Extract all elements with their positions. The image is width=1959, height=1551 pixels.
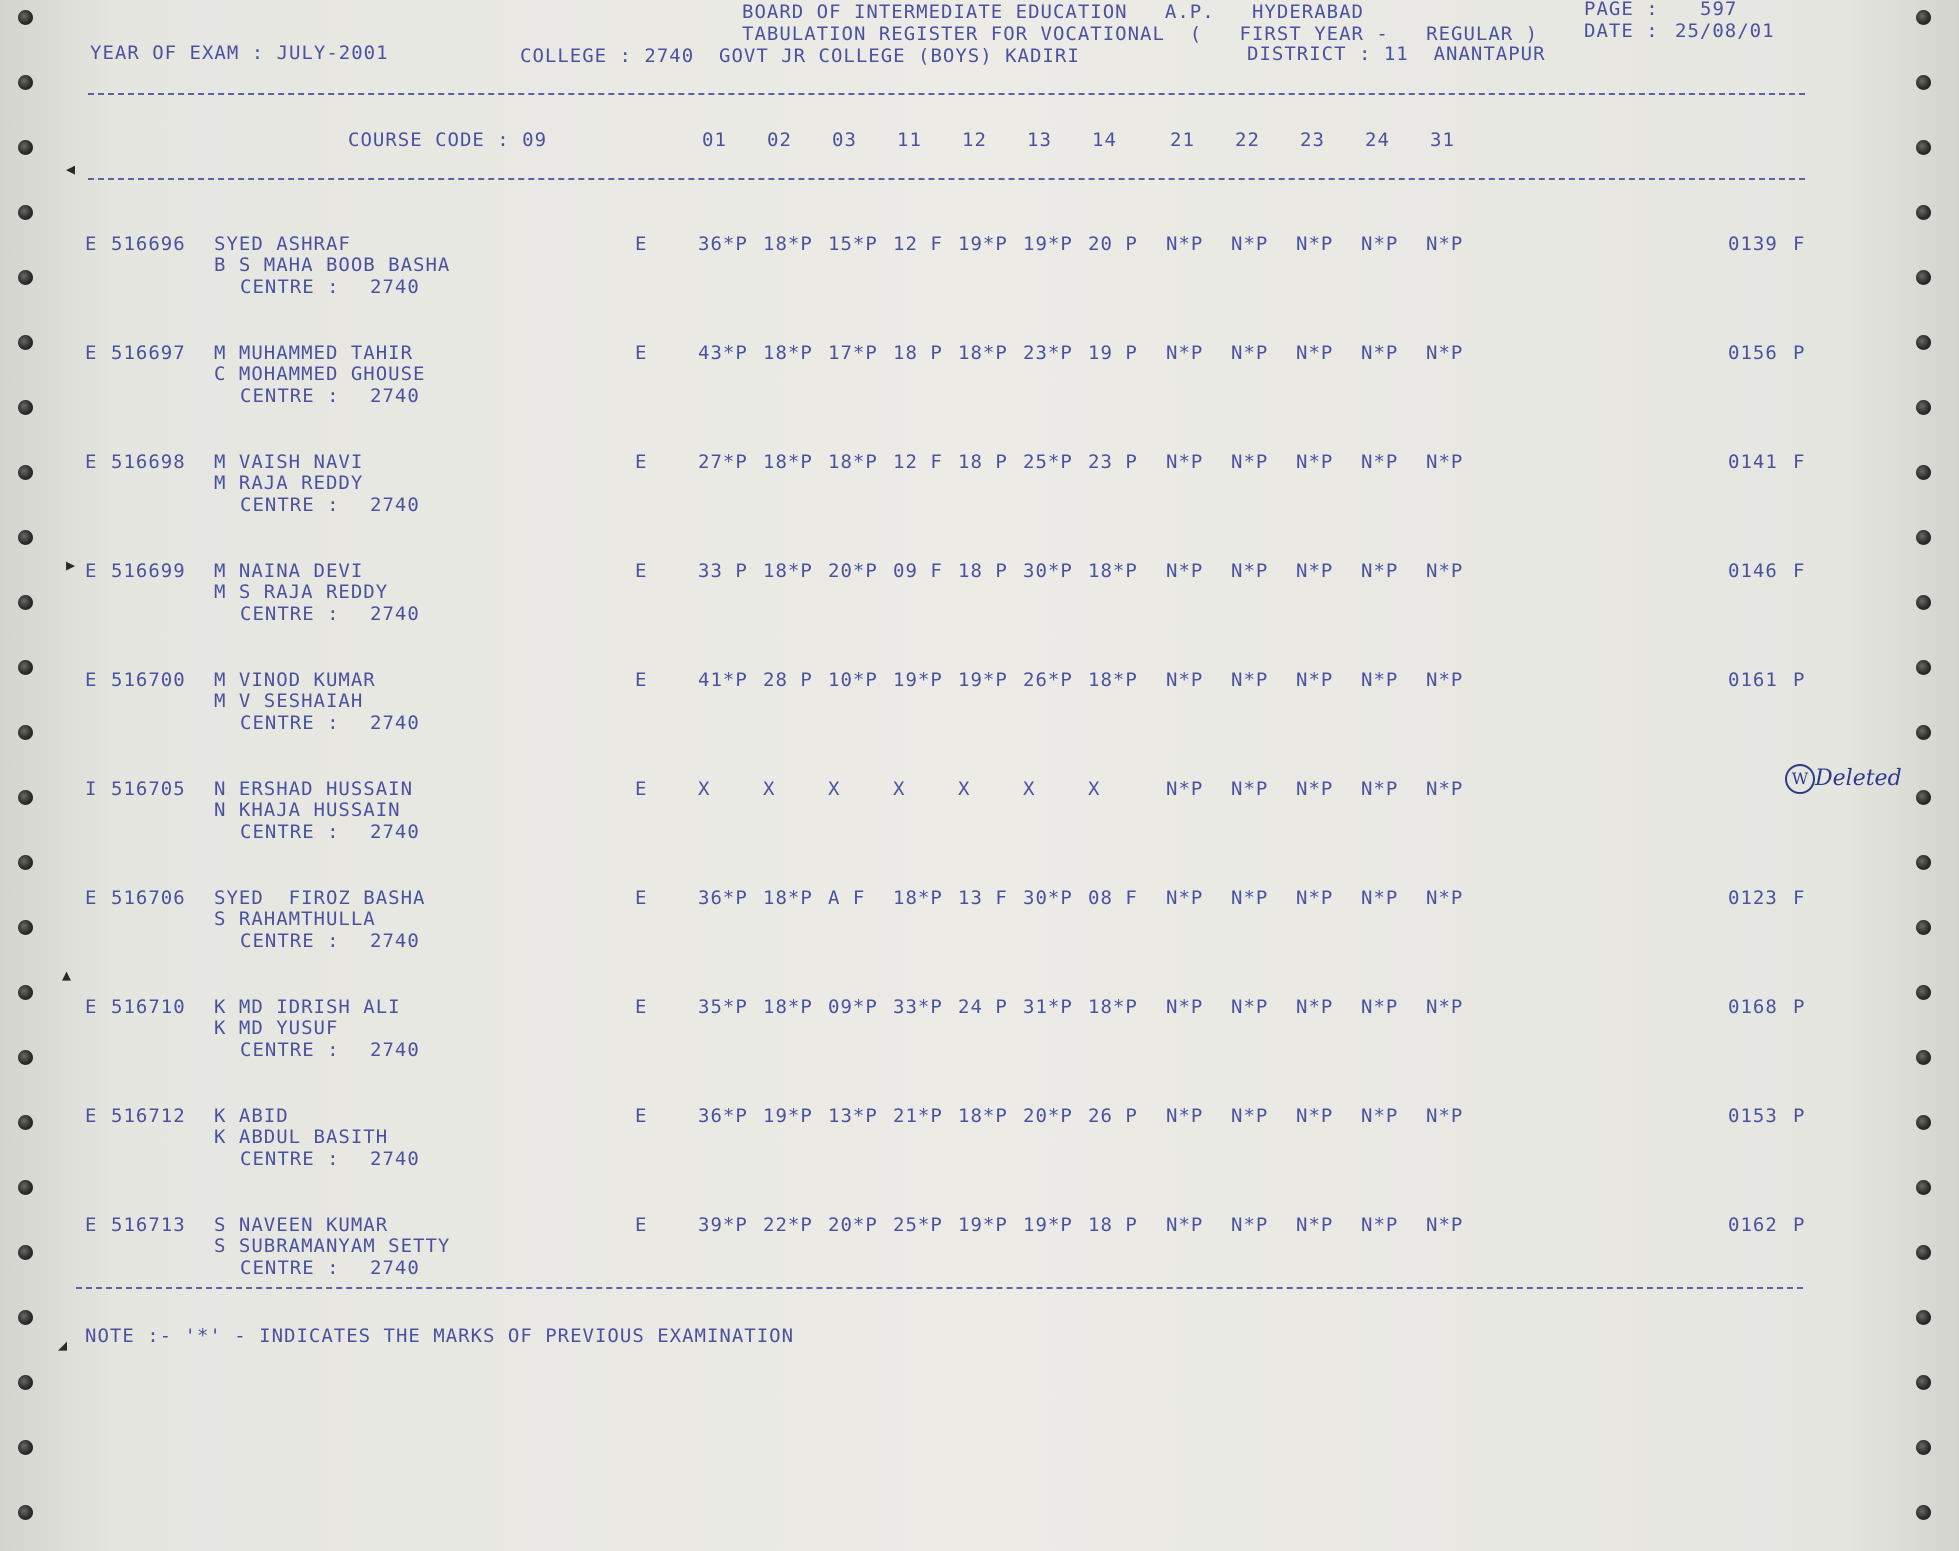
subject-mark: N*P xyxy=(1361,778,1399,800)
handwritten-deleted-annotation: W Deleted xyxy=(1785,764,1902,794)
medium: E xyxy=(635,1214,648,1236)
roll-number: 516697 xyxy=(111,342,186,364)
subject-mark: N*P xyxy=(1166,778,1204,800)
candidate-name: M VAISH NAVI xyxy=(214,451,364,473)
subject-mark: 43*P xyxy=(698,342,748,364)
subject-mark: 19 P xyxy=(1088,342,1138,364)
subject-mark: 26*P xyxy=(1023,669,1073,691)
student-record xyxy=(0,996,1959,1086)
student-record xyxy=(0,1214,1959,1304)
medium: E xyxy=(635,1105,648,1127)
feed-hole xyxy=(18,205,33,220)
subject-mark: 35*P xyxy=(698,996,748,1018)
candidate-name: SYED ASHRAF xyxy=(214,233,351,255)
subject-mark: 19*P xyxy=(1023,233,1073,255)
subject-mark: 26 P xyxy=(1088,1105,1138,1127)
candidate-type: I xyxy=(85,778,98,800)
subject-mark: 30*P xyxy=(1023,560,1073,582)
subject-mark: N*P xyxy=(1426,996,1464,1018)
centre-label: CENTRE : xyxy=(240,276,340,298)
total-marks: 0161 xyxy=(1728,669,1778,691)
subject-mark: N*P xyxy=(1426,1105,1464,1127)
subject-mark: N*P xyxy=(1296,669,1334,691)
subject-mark: X xyxy=(1088,778,1101,800)
subject-mark: N*P xyxy=(1166,342,1204,364)
subject-mark: N*P xyxy=(1166,451,1204,473)
candidate-name: M NAINA DEVI xyxy=(214,560,364,582)
student-record xyxy=(0,887,1959,977)
subject-mark: 19*P xyxy=(1023,1214,1073,1236)
centre-code: 2740 xyxy=(370,712,420,734)
centre-label: CENTRE : xyxy=(240,712,340,734)
result: F xyxy=(1793,451,1806,473)
print-date: 25/08/01 xyxy=(1675,20,1775,42)
total-marks: 0146 xyxy=(1728,560,1778,582)
subject-mark: 20*P xyxy=(828,1214,878,1236)
subject-mark: 08 F xyxy=(1088,887,1138,909)
feed-hole xyxy=(1916,10,1931,25)
result: P xyxy=(1793,1105,1806,1127)
feed-hole xyxy=(18,75,33,90)
pointer-mark-icon: ◀ xyxy=(66,160,76,178)
roll-number: 516712 xyxy=(111,1105,186,1127)
feed-hole xyxy=(18,1505,33,1520)
medium: E xyxy=(635,778,648,800)
parent-name: C MOHAMMED GHOUSE xyxy=(214,363,426,385)
subject-mark: N*P xyxy=(1361,342,1399,364)
subject-mark: 18*P xyxy=(1088,669,1138,691)
student-record xyxy=(0,342,1959,432)
parent-name: B S MAHA BOOB BASHA xyxy=(214,254,451,276)
medium: E xyxy=(635,342,648,364)
subject-mark: 25*P xyxy=(1023,451,1073,473)
feed-hole xyxy=(1916,1310,1931,1325)
subject-mark: N*P xyxy=(1166,669,1204,691)
subject-mark: 18*P xyxy=(1088,996,1138,1018)
subject-code: 11 xyxy=(897,129,922,151)
footnote: NOTE :- '*' - INDICATES THE MARKS OF PREVIOUS EXAMINATION xyxy=(85,1325,795,1347)
parent-name: S RAHAMTHULLA xyxy=(214,908,376,930)
pointer-mark-icon: ▲ xyxy=(62,966,72,984)
candidate-type: E xyxy=(85,342,98,364)
candidate-type: E xyxy=(85,560,98,582)
subject-mark: N*P xyxy=(1426,342,1464,364)
feed-hole xyxy=(1916,1440,1931,1455)
district-info: DISTRICT : 11 ANANTAPUR xyxy=(1247,43,1546,65)
result: P xyxy=(1793,342,1806,364)
student-record xyxy=(0,669,1959,759)
subject-mark: N*P xyxy=(1361,451,1399,473)
subject-code: 22 xyxy=(1235,129,1260,151)
candidate-name: S NAVEEN KUMAR xyxy=(214,1214,389,1236)
subject-mark: 22*P xyxy=(763,1214,813,1236)
feed-hole xyxy=(18,10,33,25)
subject-mark: N*P xyxy=(1361,560,1399,582)
year-of-exam: YEAR OF EXAM : JULY-2001 xyxy=(90,42,389,64)
subject-mark: 18 P xyxy=(958,560,1008,582)
subject-mark: 33*P xyxy=(893,996,943,1018)
subject-mark: 12 F xyxy=(893,233,943,255)
subject-mark: 30*P xyxy=(1023,887,1073,909)
subject-mark: 20 P xyxy=(1088,233,1138,255)
centre-code: 2740 xyxy=(370,603,420,625)
subject-mark: N*P xyxy=(1426,560,1464,582)
medium: E xyxy=(635,451,648,473)
centre-code: 2740 xyxy=(370,1148,420,1170)
subject-mark: 25*P xyxy=(893,1214,943,1236)
candidate-name: K MD IDRISH ALI xyxy=(214,996,401,1018)
subject-mark: 21*P xyxy=(893,1105,943,1127)
subject-mark: 18*P xyxy=(763,233,813,255)
page-number: 597 xyxy=(1700,0,1738,20)
register-title: TABULATION REGISTER FOR VOCATIONAL ( FIRST YEAR - REGULAR ) xyxy=(742,23,1539,45)
medium: E xyxy=(635,669,648,691)
subject-mark: 36*P xyxy=(698,887,748,909)
centre-code: 2740 xyxy=(370,276,420,298)
student-record xyxy=(0,233,1959,323)
subject-mark: 19*P xyxy=(893,669,943,691)
result: P xyxy=(1793,669,1806,691)
subject-code: 31 xyxy=(1430,129,1455,151)
candidate-name: N ERSHAD HUSSAIN xyxy=(214,778,414,800)
centre-label: CENTRE : xyxy=(240,1039,340,1061)
roll-number: 516696 xyxy=(111,233,186,255)
candidate-name: M MUHAMMED TAHIR xyxy=(214,342,414,364)
subject-mark: 18*P xyxy=(763,996,813,1018)
candidate-type: E xyxy=(85,887,98,909)
feed-hole xyxy=(1916,1375,1931,1390)
subject-mark: 41*P xyxy=(698,669,748,691)
centre-label: CENTRE : xyxy=(240,1257,340,1279)
separator-header xyxy=(88,178,1805,180)
subject-mark: X xyxy=(958,778,971,800)
feed-hole xyxy=(1916,140,1931,155)
candidate-type: E xyxy=(85,1105,98,1127)
roll-number: 516705 xyxy=(111,778,186,800)
subject-mark: N*P xyxy=(1296,887,1334,909)
subject-mark: 20*P xyxy=(828,560,878,582)
subject-mark: N*P xyxy=(1426,778,1464,800)
subject-mark: X xyxy=(828,778,841,800)
subject-mark: 18*P xyxy=(763,342,813,364)
subject-mark: 27*P xyxy=(698,451,748,473)
total-marks: 0123 xyxy=(1728,887,1778,909)
subject-mark: N*P xyxy=(1231,560,1269,582)
subject-mark: N*P xyxy=(1231,996,1269,1018)
student-record xyxy=(0,560,1959,650)
subject-mark: N*P xyxy=(1361,233,1399,255)
candidate-type: E xyxy=(85,451,98,473)
feed-hole xyxy=(1916,205,1931,220)
subject-mark: 18*P xyxy=(763,560,813,582)
parent-name: M S RAJA REDDY xyxy=(214,581,389,603)
subject-mark: 23 P xyxy=(1088,451,1138,473)
subject-code: 03 xyxy=(832,129,857,151)
subject-mark: X xyxy=(698,778,711,800)
feed-hole xyxy=(18,1310,33,1325)
result: F xyxy=(1793,233,1806,255)
candidate-type: E xyxy=(85,669,98,691)
feed-hole xyxy=(1916,75,1931,90)
result: P xyxy=(1793,1214,1806,1236)
subject-mark: N*P xyxy=(1426,887,1464,909)
parent-name: S SUBRAMANYAM SETTY xyxy=(214,1235,451,1257)
medium: E xyxy=(635,560,648,582)
subject-mark: N*P xyxy=(1231,669,1269,691)
board-title: BOARD OF INTERMEDIATE EDUCATION A.P. HYDERABAD xyxy=(742,1,1364,23)
parent-name: M V SESHAIAH xyxy=(214,690,364,712)
subject-mark: X xyxy=(893,778,906,800)
pointer-mark-icon: ◢ xyxy=(58,1336,68,1354)
subject-mark: 13 F xyxy=(958,887,1008,909)
feed-hole xyxy=(1916,1505,1931,1520)
subject-mark: N*P xyxy=(1296,778,1334,800)
centre-label: CENTRE : xyxy=(240,930,340,952)
parent-name: N KHAJA HUSSAIN xyxy=(214,799,401,821)
subject-mark: N*P xyxy=(1166,560,1204,582)
subject-mark: N*P xyxy=(1426,1214,1464,1236)
subject-mark: N*P xyxy=(1361,669,1399,691)
subject-mark: 18 P xyxy=(1088,1214,1138,1236)
roll-number: 516699 xyxy=(111,560,186,582)
subject-mark: A F xyxy=(828,887,866,909)
total-marks: 0141 xyxy=(1728,451,1778,473)
subject-mark: 15*P xyxy=(828,233,878,255)
subject-mark: 09 F xyxy=(893,560,943,582)
total-marks: 0156 xyxy=(1728,342,1778,364)
subject-mark: 18*P xyxy=(958,1105,1008,1127)
page-label: PAGE : xyxy=(1584,0,1659,20)
pointer-mark-icon: ▶ xyxy=(66,556,76,574)
subject-mark: 12 F xyxy=(893,451,943,473)
subject-code: 24 xyxy=(1365,129,1390,151)
subject-mark: N*P xyxy=(1166,887,1204,909)
subject-mark: N*P xyxy=(1231,1105,1269,1127)
student-record xyxy=(0,451,1959,541)
subject-mark: N*P xyxy=(1231,887,1269,909)
subject-mark: 19*P xyxy=(958,1214,1008,1236)
subject-mark: 19*P xyxy=(958,669,1008,691)
roll-number: 516700 xyxy=(111,669,186,691)
subject-mark: N*P xyxy=(1166,1105,1204,1127)
subject-mark: 36*P xyxy=(698,233,748,255)
subject-mark: N*P xyxy=(1426,233,1464,255)
candidate-type: E xyxy=(85,233,98,255)
subject-code: 13 xyxy=(1027,129,1052,151)
subject-mark: 18 P xyxy=(958,451,1008,473)
separator-top xyxy=(88,93,1805,95)
subject-mark: N*P xyxy=(1231,778,1269,800)
subject-mark: 18*P xyxy=(763,451,813,473)
subject-code: 02 xyxy=(767,129,792,151)
subject-mark: 36*P xyxy=(698,1105,748,1127)
subject-mark: N*P xyxy=(1231,451,1269,473)
roll-number: 516698 xyxy=(111,451,186,473)
subject-mark: X xyxy=(1023,778,1036,800)
subject-mark: 18 P xyxy=(893,342,943,364)
subject-mark: 18*P xyxy=(763,887,813,909)
medium: E xyxy=(635,233,648,255)
subject-code: 01 xyxy=(702,129,727,151)
subject-mark: 28 P xyxy=(763,669,813,691)
subject-mark: N*P xyxy=(1361,1214,1399,1236)
subject-mark: 31*P xyxy=(1023,996,1073,1018)
total-marks: 0153 xyxy=(1728,1105,1778,1127)
centre-label: CENTRE : xyxy=(240,821,340,843)
centre-label: CENTRE : xyxy=(240,494,340,516)
roll-number: 516713 xyxy=(111,1214,186,1236)
roll-number: 516706 xyxy=(111,887,186,909)
subject-mark: 19*P xyxy=(958,233,1008,255)
centre-label: CENTRE : xyxy=(240,603,340,625)
centre-code: 2740 xyxy=(370,821,420,843)
result: P xyxy=(1793,996,1806,1018)
candidate-name: SYED FIROZ BASHA xyxy=(214,887,426,909)
subject-code: 14 xyxy=(1092,129,1117,151)
subject-mark: 13*P xyxy=(828,1105,878,1127)
subject-mark: N*P xyxy=(1426,451,1464,473)
candidate-type: E xyxy=(85,1214,98,1236)
medium: E xyxy=(635,996,648,1018)
subject-mark: N*P xyxy=(1361,1105,1399,1127)
centre-code: 2740 xyxy=(370,494,420,516)
subject-mark: 33 P xyxy=(698,560,748,582)
subject-mark: N*P xyxy=(1296,996,1334,1018)
subject-mark: N*P xyxy=(1296,451,1334,473)
subject-mark: X xyxy=(763,778,776,800)
subject-mark: N*P xyxy=(1166,1214,1204,1236)
student-record xyxy=(0,1105,1959,1195)
subject-code: 21 xyxy=(1170,129,1195,151)
parent-name: K ABDUL BASITH xyxy=(214,1126,389,1148)
candidate-name: K ABID xyxy=(214,1105,289,1127)
subject-mark: N*P xyxy=(1296,1105,1334,1127)
student-record xyxy=(0,778,1959,868)
subject-code: 23 xyxy=(1300,129,1325,151)
subject-mark: 10*P xyxy=(828,669,878,691)
separator-bottom xyxy=(76,1287,1803,1289)
total-marks: 0162 xyxy=(1728,1214,1778,1236)
candidate-type: E xyxy=(85,996,98,1018)
subject-mark: 20*P xyxy=(1023,1105,1073,1127)
subject-mark: 17*P xyxy=(828,342,878,364)
subject-mark: 18*P xyxy=(828,451,878,473)
candidate-name: M VINOD KUMAR xyxy=(214,669,376,691)
course-code: COURSE CODE : 09 xyxy=(348,129,548,151)
subject-mark: 39*P xyxy=(698,1214,748,1236)
subject-mark: N*P xyxy=(1361,996,1399,1018)
centre-label: CENTRE : xyxy=(240,385,340,407)
subject-mark: N*P xyxy=(1166,233,1204,255)
subject-mark: N*P xyxy=(1231,233,1269,255)
subject-mark: N*P xyxy=(1166,996,1204,1018)
roll-number: 516710 xyxy=(111,996,186,1018)
centre-code: 2740 xyxy=(370,1039,420,1061)
parent-name: M RAJA REDDY xyxy=(214,472,364,494)
subject-mark: 24 P xyxy=(958,996,1008,1018)
total-marks: 0139 xyxy=(1728,233,1778,255)
subject-mark: 18*P xyxy=(1088,560,1138,582)
subject-mark: N*P xyxy=(1296,342,1334,364)
subject-mark: N*P xyxy=(1296,233,1334,255)
subject-mark: N*P xyxy=(1296,560,1334,582)
feed-hole xyxy=(18,140,33,155)
centre-code: 2740 xyxy=(370,1257,420,1279)
centre-label: CENTRE : xyxy=(240,1148,340,1170)
result: F xyxy=(1793,560,1806,582)
feed-hole xyxy=(18,1440,33,1455)
result: F xyxy=(1793,887,1806,909)
centre-code: 2740 xyxy=(370,385,420,407)
date-label: DATE : xyxy=(1584,20,1659,42)
subject-mark: 18*P xyxy=(958,342,1008,364)
total-marks: 0168 xyxy=(1728,996,1778,1018)
subject-mark: 23*P xyxy=(1023,342,1073,364)
subject-mark: 18*P xyxy=(893,887,943,909)
college-info: COLLEGE : 2740 GOVT JR COLLEGE (BOYS) KADIRI xyxy=(520,45,1080,67)
feed-hole xyxy=(18,1375,33,1390)
subject-mark: N*P xyxy=(1361,887,1399,909)
centre-code: 2740 xyxy=(370,930,420,952)
subject-mark: N*P xyxy=(1231,1214,1269,1236)
subject-mark: N*P xyxy=(1426,669,1464,691)
subject-mark: N*P xyxy=(1231,342,1269,364)
subject-mark: 19*P xyxy=(763,1105,813,1127)
parent-name: K MD YUSUF xyxy=(214,1017,339,1039)
subject-code: 12 xyxy=(962,129,987,151)
subject-mark: N*P xyxy=(1296,1214,1334,1236)
medium: E xyxy=(635,887,648,909)
subject-mark: 09*P xyxy=(828,996,878,1018)
